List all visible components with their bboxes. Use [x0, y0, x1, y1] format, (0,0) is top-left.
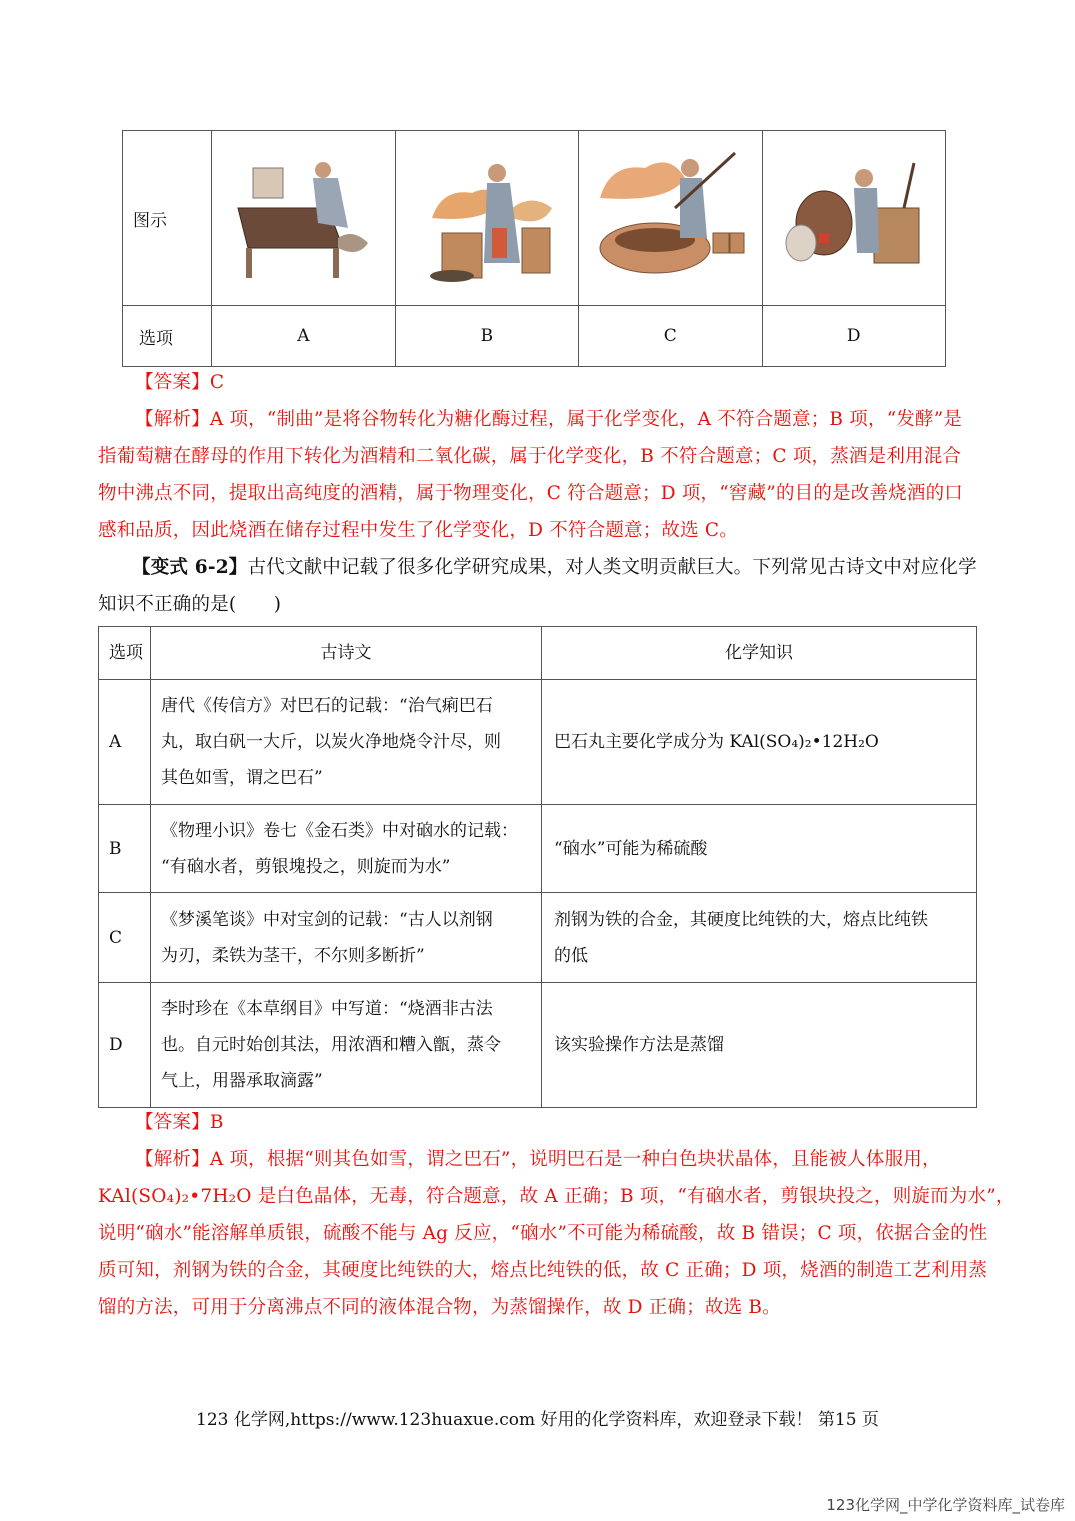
row-option: D — [99, 983, 151, 1108]
question-label: 【变式 6-2】 — [132, 557, 248, 578]
poem-line: “有硇水者，剪银塊投之，则旋而为水” — [161, 856, 451, 877]
analysis-2-line-4: 质可知，剂钢为铁的合金，其硬度比纯铁的大，熔点比纯铁的低，故 C 正确；D 项，烧酒的制造工艺利用蒸 — [98, 1260, 988, 1281]
option-c: C — [579, 306, 762, 367]
table-header-row — [99, 627, 977, 680]
analysis-2-line-2: KAl(SO₄)₂•7H₂O 是白色晶体，无毒，符合题意，故 A 正确；B 项，“有硇水者，剪银块投之，则旋而为水”， — [98, 1186, 1015, 1207]
answer-1-label: 【答案】 — [135, 372, 210, 393]
illustration-c — [579, 131, 762, 306]
illustration-table — [122, 130, 946, 367]
analysis-1-line-4: 感和品质，因此烧酒在储存过程中发生了化学变化，D 不符合题意；故选 C。 — [98, 520, 738, 541]
poem-line: 《物理小识》卷七《金石类》中对硇水的记载： — [161, 820, 518, 841]
row-knowledge — [542, 983, 977, 1108]
analysis-1-line-3: 物中沸点不同，提取出高纯度的酒精，属于物理变化，C 符合题意；D 项，“窖藏”的目的是改善烧酒的口 — [98, 483, 963, 504]
analysis-2-label: 【解析】 — [135, 1149, 210, 1170]
watermark: 123化学网_中学化学资料库_试卷库 — [826, 1496, 1065, 1514]
poem-line: 也。自元时始创其法，用浓酒和糟入甑，蒸令 — [161, 1035, 501, 1055]
poem-line: 《梦溪笔谈》中对宝剑的记载：“古人以剂钢 — [161, 909, 493, 930]
answer-2 — [135, 1108, 224, 1134]
option-row-label: 选项 — [123, 306, 212, 367]
analysis-2-text-1: A 项，根据“则其色如雪，谓之巴石”，说明巴石是一种白色块状晶体，且能被人体服用， — [209, 1149, 941, 1170]
analysis-2-line-5: 馏的方法，可用于分离沸点不同的液体混合物，为蒸馏操作，故 D 正确；故选 B。 — [98, 1297, 781, 1318]
question-line-2: 知识不正确的是( ) — [98, 594, 282, 615]
row-knowledge — [542, 893, 977, 983]
table-row — [99, 893, 977, 983]
row-knowledge — [542, 680, 977, 805]
analysis-1-line-1 — [135, 405, 962, 431]
analysis-1-text-1: A 项，“制曲”是将谷物转化为糖化酶过程，属于化学变化，A 不符合题意；B 项，“发酵”是 — [209, 409, 963, 430]
poem-line: 为刃，柔铁为茎干，不尔则多断折” — [161, 945, 425, 966]
question-line-1 — [132, 553, 977, 579]
header-knowledge: 化学知识 — [542, 627, 977, 680]
illustration-a — [212, 131, 395, 306]
row-poem — [151, 893, 542, 983]
poem-line: 李时珍在《本草纲目》中写道：“烧酒非古法 — [161, 999, 493, 1019]
poem-line: 丸，取白矾一大斤，以炭火净地烧令汁尽，则 — [161, 732, 501, 752]
option-a: A — [212, 306, 395, 367]
row-knowledge — [542, 805, 977, 893]
analysis-2-line-1 — [135, 1145, 941, 1171]
header-poem: 古诗文 — [151, 627, 542, 680]
question-text-1: 古代文献中记载了很多化学研究成果，对人类文明贡献巨大。下列常见古诗文中对应化学 — [247, 557, 977, 578]
analysis-1-line-2: 指葡萄糖在酵母的作用下转化为酒精和二氧化碳，属于化学变化，B 不符合题意；C 项，蒸酒是利用混合 — [98, 446, 962, 467]
answer-1-value: C — [209, 372, 225, 393]
answer-2-label: 【答案】 — [135, 1112, 210, 1133]
row-poem — [151, 983, 542, 1108]
knowledge-line: 该实验操作方法是蒸馏 — [554, 1035, 724, 1055]
row-option: A — [99, 680, 151, 805]
option-b: B — [395, 306, 578, 367]
row-poem — [151, 680, 542, 805]
row-poem — [151, 805, 542, 893]
answer-2-value: B — [209, 1112, 224, 1133]
knowledge-line: 的低 — [554, 945, 588, 966]
illustration-b — [395, 131, 578, 306]
knowledge-line: “硇水”可能为稀硫酸 — [554, 838, 708, 859]
analysis-1-label: 【解析】 — [135, 409, 210, 430]
option-d: D — [762, 306, 946, 367]
illustration-row-label: 图示 — [123, 131, 212, 306]
header-option: 选项 — [99, 627, 151, 680]
table-row — [99, 680, 977, 805]
page-footer: 123 化学网,https://www.123huaxue.com 好用的化学资料库，欢迎登录下载！ 第15 页 — [196, 1410, 879, 1430]
poem-line: 唐代《传信方》对巴石的记载：“治气痢巴石 — [161, 696, 493, 716]
poem-line: 气上，用器承取滴露” — [161, 1071, 323, 1091]
knowledge-line: 巴石丸主要化学成分为 KAl(SO₄)₂•12H₂O — [554, 732, 879, 752]
illustration-d — [762, 131, 946, 306]
row-option: B — [99, 805, 151, 893]
table-row — [99, 805, 977, 893]
analysis-2-line-3: 说明“硇水”能溶解单质银，硫酸不能与 Ag 反应，“硇水”不可能为稀硫酸，故 B 错误；C 项，依据合金的性 — [98, 1223, 988, 1244]
knowledge-line: 剂钢为铁的合金，其硬度比纯铁的大，熔点比纯铁 — [554, 909, 928, 930]
answer-1 — [135, 368, 224, 394]
poem-knowledge-table — [98, 626, 977, 1108]
row-option: C — [99, 893, 151, 983]
poem-line: 其色如雪，谓之巴石” — [161, 768, 323, 788]
table-row — [99, 983, 977, 1108]
